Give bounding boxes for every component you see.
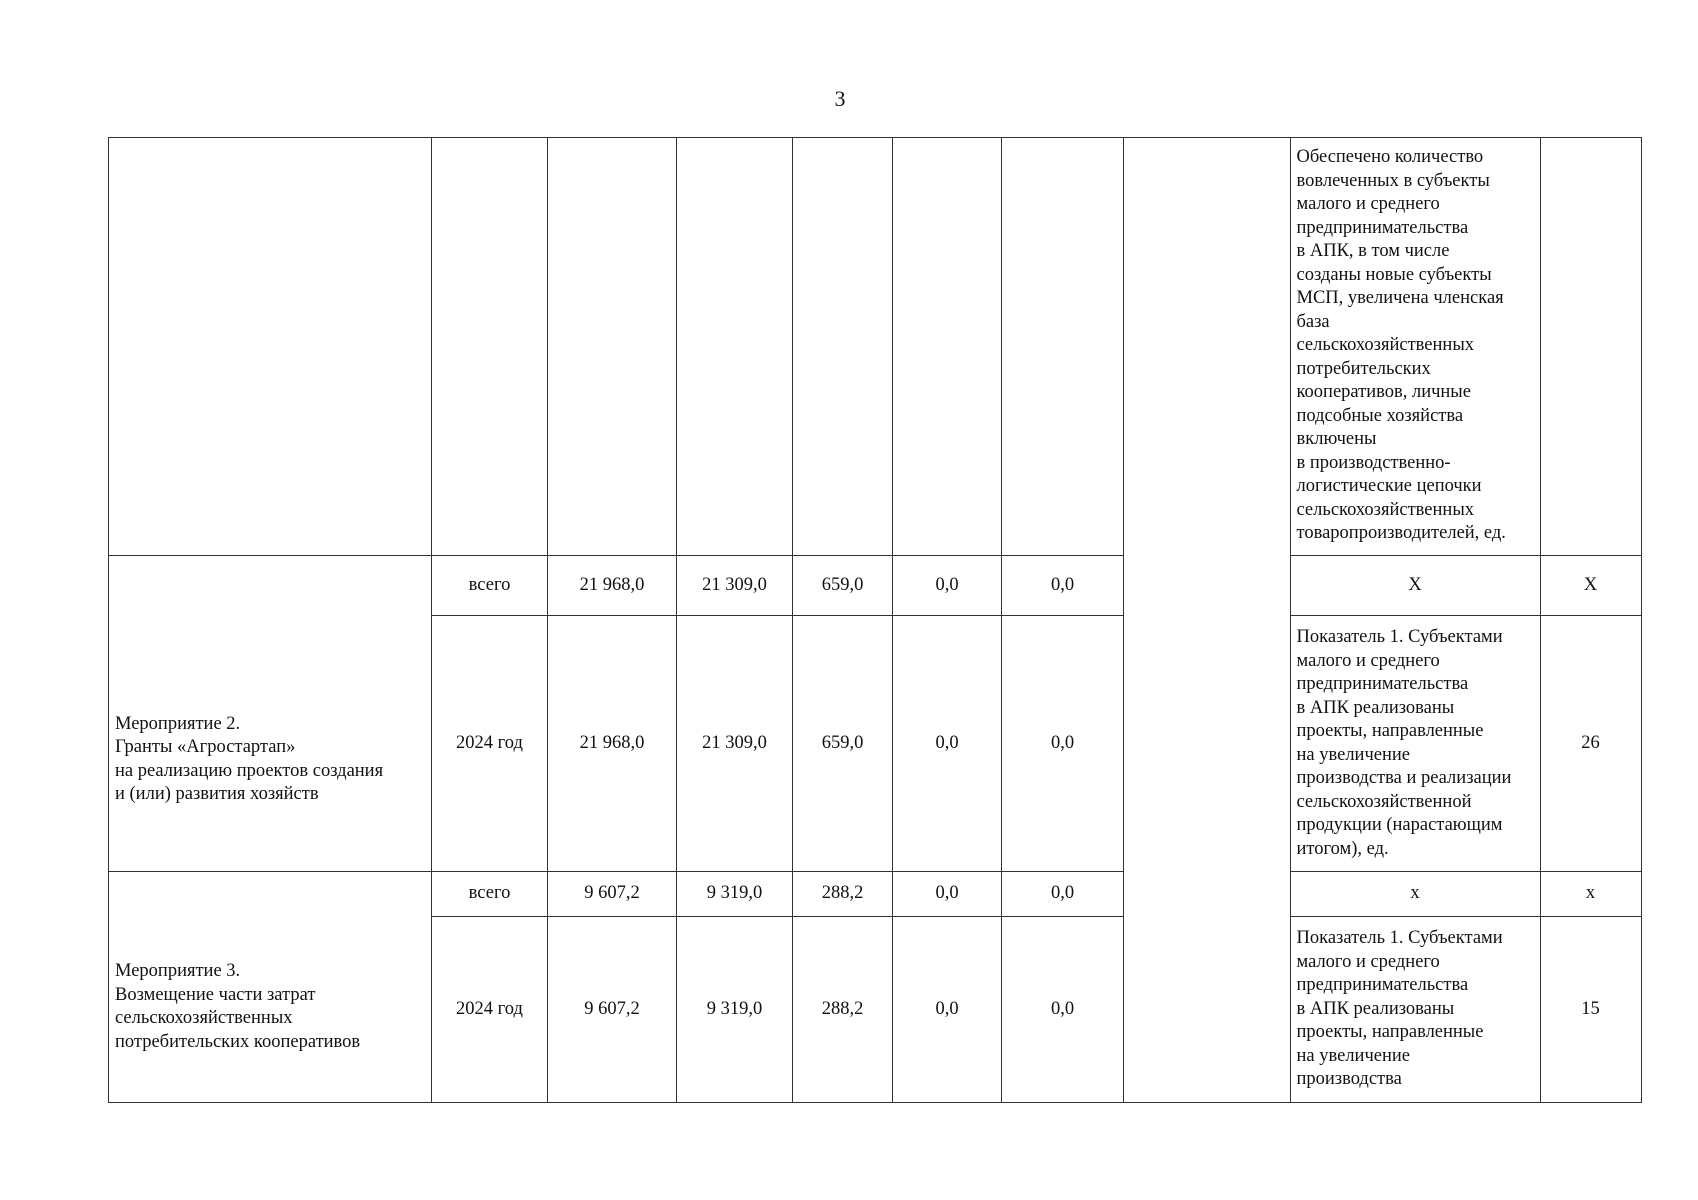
period-cell: 2024 год — [432, 917, 548, 1103]
value-cell: 9 607,2 — [548, 917, 677, 1103]
period-cell: 2024 год — [432, 616, 548, 872]
indicator-line: малого и среднего — [1296, 194, 1440, 214]
value-cell: 21 968,0 — [548, 556, 677, 616]
indicator-line: малого и среднего — [1296, 650, 1440, 671]
indicator-line: предпринимательства — [1296, 217, 1469, 238]
indicator-line: созданы новые субъекты — [1296, 264, 1492, 285]
value-cell: 0,0 — [893, 556, 1002, 616]
indicator-line: база — [1296, 311, 1330, 332]
value-cell: 0,0 — [893, 616, 1002, 872]
indicator-line: на увеличение — [1296, 1045, 1410, 1066]
indicator-line: в АПК реализованы — [1296, 697, 1455, 718]
target-cell — [1540, 138, 1641, 556]
measure-name-line: Мероприятие 3. — [115, 961, 241, 981]
indicator-line: товаропроизводителей, ед. — [1296, 523, 1506, 543]
indicator-line: подсобные хозяйства — [1296, 405, 1464, 426]
value-cell: 21 309,0 — [677, 616, 793, 872]
indicator-line: МСП, увеличена членская — [1296, 288, 1504, 308]
indicator-line: итогом), ед. — [1296, 838, 1389, 859]
indicator-line: в производственно- — [1296, 452, 1451, 473]
indicator-cell: х — [1290, 872, 1540, 917]
measure-name-line: сельскохозяйственных — [115, 1008, 293, 1028]
indicator-line: кооперативов, личные — [1296, 382, 1471, 402]
value-cell: 288,2 — [793, 917, 893, 1103]
target-cell: 26 — [1540, 616, 1641, 872]
indicator-line: включены — [1296, 429, 1377, 449]
target-cell: х — [1540, 872, 1641, 917]
value-cell — [677, 138, 793, 556]
measure-name-line: Гранты «Агростартап» — [115, 737, 296, 757]
value-cell — [548, 138, 677, 556]
measure-name-line: потребительских кооперативов — [115, 1031, 361, 1052]
indicator-line: производства — [1296, 1069, 1402, 1090]
indicator-line: Показатель 1. Субъектами — [1296, 928, 1503, 949]
indicator-line: предпринимательства — [1296, 975, 1469, 996]
measure-name-line: и (или) развития хозяйств — [115, 784, 319, 804]
indicator-cell — [1290, 917, 1540, 1103]
indicator-line: Показатель 1. Субъектами — [1296, 627, 1503, 647]
page-number: 3 — [834, 86, 846, 111]
indicator-line: в АПК реализованы — [1296, 998, 1455, 1019]
indicator-line: малого и среднего — [1296, 951, 1440, 972]
value-cell: 0,0 — [893, 917, 1002, 1103]
value-cell: 0,0 — [1002, 556, 1124, 616]
value-cell: 9 319,0 — [677, 872, 793, 917]
indicator-line: потребительских — [1296, 358, 1431, 379]
value-cell — [793, 138, 893, 556]
measure-name-cell — [109, 556, 432, 872]
period-cell — [432, 138, 548, 556]
period-cell: всего — [432, 872, 548, 917]
indicator-line: на увеличение — [1296, 744, 1410, 765]
value-cell: 21 968,0 — [548, 616, 677, 872]
table-row — [109, 872, 1642, 917]
indicator-line: Обеспечено количество — [1296, 147, 1484, 167]
table-row — [109, 556, 1642, 616]
table-row-continuation — [109, 138, 1642, 556]
indicator-line: проекты, направленные — [1296, 721, 1484, 741]
measure-name-line: на реализацию проектов создания — [115, 760, 384, 781]
indicator-line: в АПК, в том числе — [1296, 241, 1450, 261]
indicator-line: сельскохозяйственных — [1296, 335, 1474, 355]
value-cell: 0,0 — [1002, 917, 1124, 1103]
target-cell: Х — [1540, 556, 1641, 616]
value-cell: 0,0 — [893, 872, 1002, 917]
value-cell: 9 607,2 — [548, 872, 677, 917]
indicator-cell — [1290, 138, 1540, 556]
value-cell: 288,2 — [793, 872, 893, 917]
indicator-line: вовлеченных в субъекты — [1296, 170, 1490, 191]
indicator-line: логистические цепочки — [1296, 476, 1482, 496]
value-cell: 9 319,0 — [677, 917, 793, 1103]
value-cell — [1002, 138, 1124, 556]
indicator-line: проекты, направленные — [1296, 1022, 1484, 1043]
indicator-line: производства и реализации — [1296, 768, 1512, 788]
indicator-line: предпринимательства — [1296, 674, 1469, 694]
indicator-cell: Х — [1290, 556, 1540, 616]
value-cell — [893, 138, 1002, 556]
indicator-cell — [1290, 616, 1540, 872]
measure-name-line: Возмещение части затрат — [115, 984, 316, 1005]
measure-name-cell — [109, 138, 432, 556]
value-cell: 0,0 — [1002, 616, 1124, 872]
program-table — [108, 137, 1642, 1103]
period-cell: всего — [432, 556, 548, 616]
measure-name-cell — [109, 872, 432, 1103]
merged-empty-column — [1124, 138, 1290, 1103]
value-cell: 0,0 — [1002, 872, 1124, 917]
value-cell: 659,0 — [793, 556, 893, 616]
indicator-line: сельскохозяйственной — [1296, 791, 1472, 812]
value-cell: 659,0 — [793, 616, 893, 872]
indicator-line: сельскохозяйственных — [1296, 499, 1474, 520]
indicator-line: продукции (нарастающим — [1296, 815, 1503, 835]
target-cell: 15 — [1540, 917, 1641, 1103]
value-cell: 21 309,0 — [677, 556, 793, 616]
measure-name-line: Мероприятие 2. — [115, 713, 241, 734]
